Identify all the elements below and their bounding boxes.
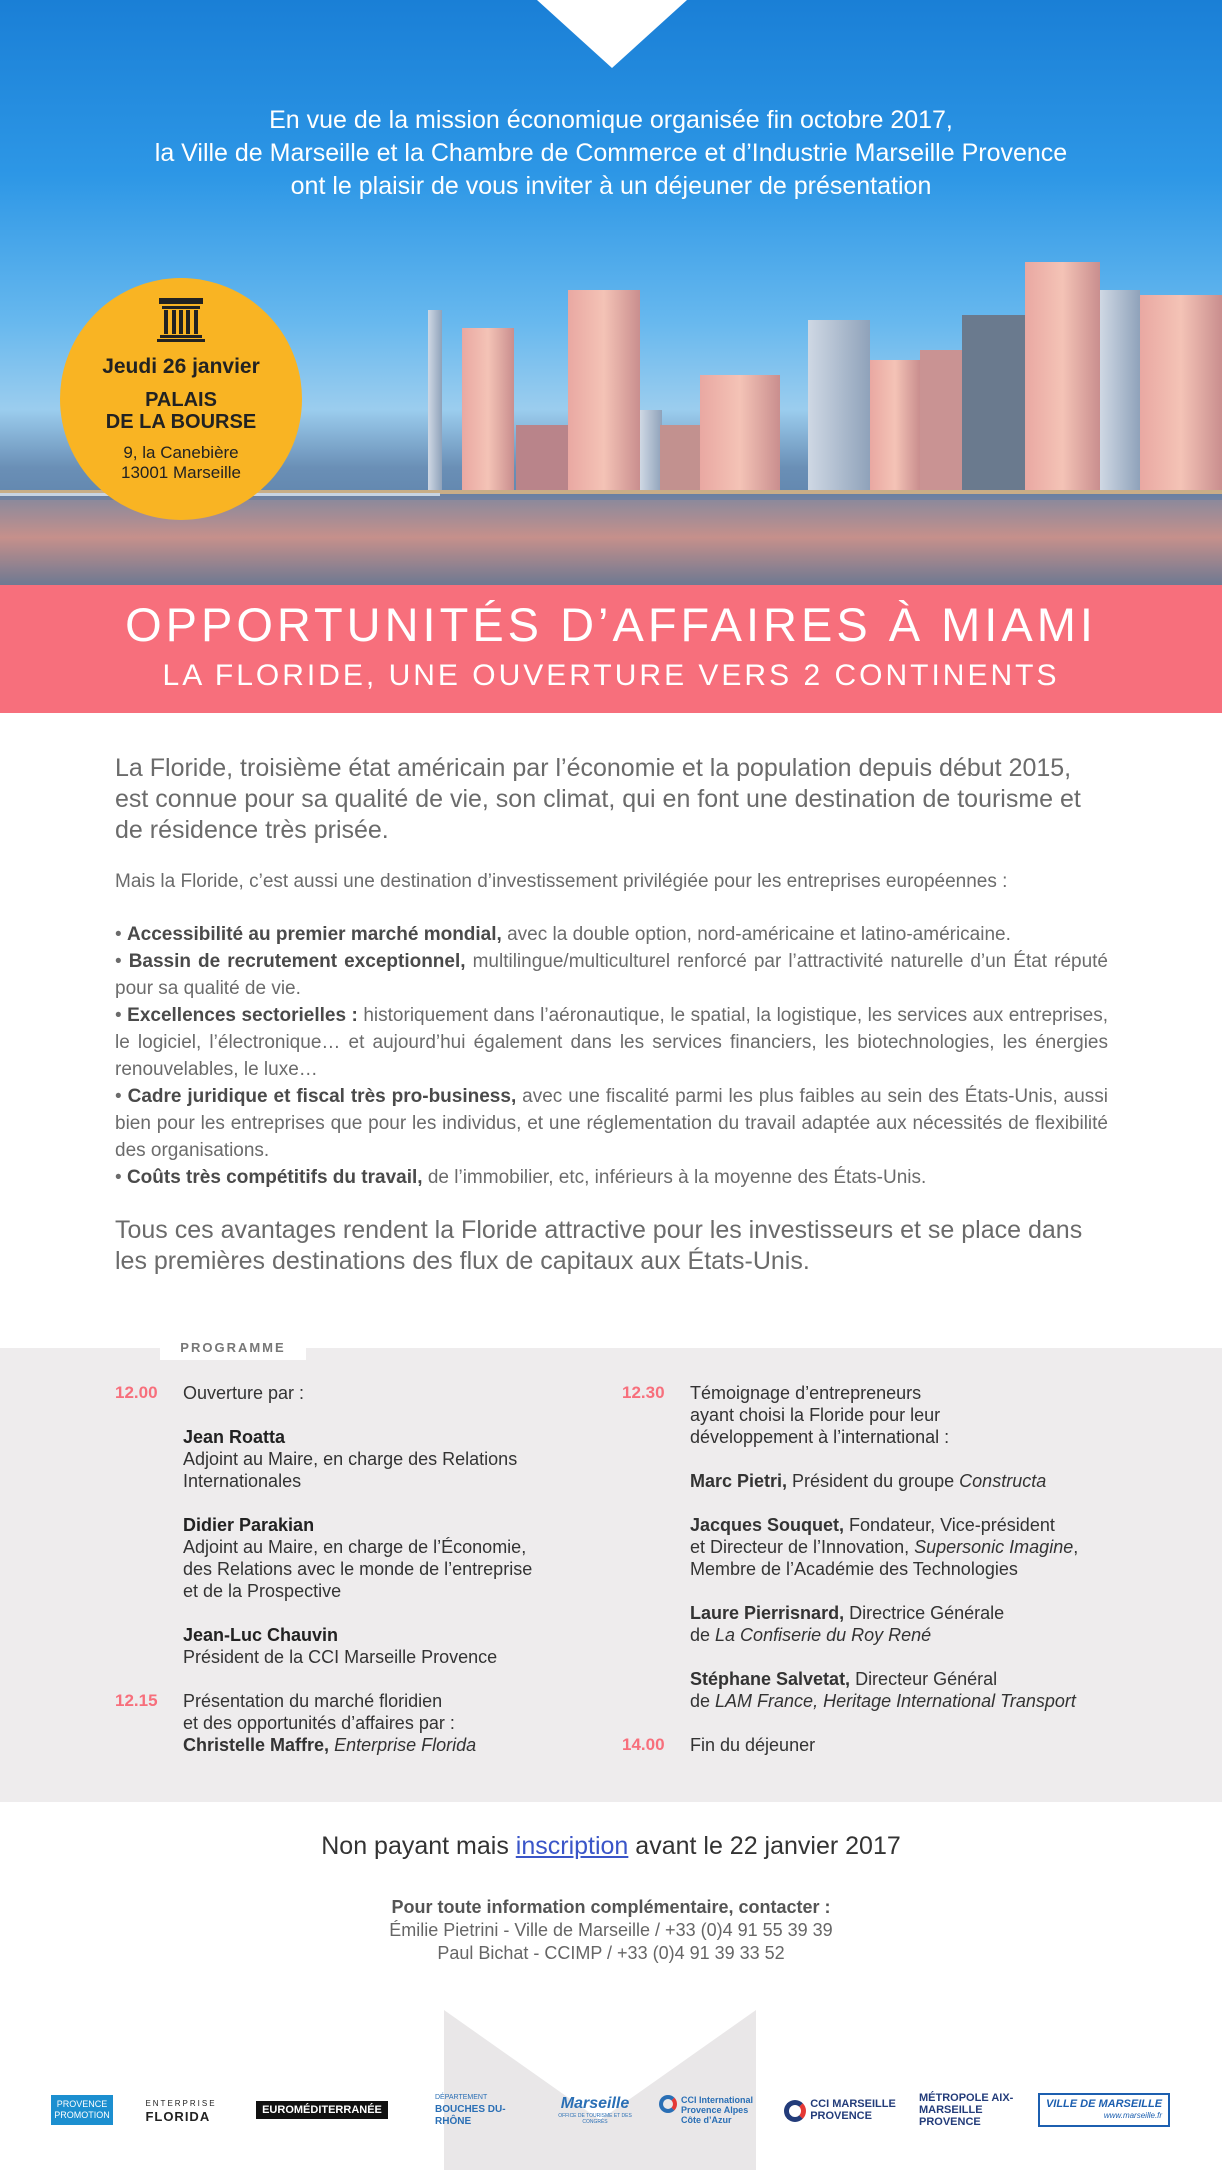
speaker-role: Internationales bbox=[183, 1471, 302, 1491]
slot-text: développement à l’international : bbox=[690, 1427, 950, 1447]
speaker-org: Constructa bbox=[959, 1471, 1047, 1491]
main-title: OPPORTUNITÉS D’AFFAIRES À MIAMI bbox=[125, 598, 1097, 651]
venue-line: DE LA BOURSE bbox=[105, 411, 257, 433]
speaker-name: Didier Parakian bbox=[183, 1515, 315, 1535]
main-subtitle: LA FLORIDE, UNE OUVERTURE VERS 2 CONTINENTS bbox=[162, 659, 1060, 692]
advantages-list bbox=[115, 921, 1108, 1191]
slot-text: Fin du déjeuner bbox=[690, 1735, 816, 1755]
speaker-role: et Directeur de l’Innovation, bbox=[690, 1537, 915, 1557]
registration-link[interactable]: inscription bbox=[515, 1832, 629, 1860]
title-banner bbox=[0, 585, 1222, 713]
speaker-line bbox=[690, 1536, 1102, 1558]
investment-intro: Mais la Floride, c’est aussi une destination d’investissement privilégiée pour les entreprises européennes : bbox=[115, 871, 1008, 892]
programme-slot bbox=[622, 1734, 1102, 1756]
metropole-aix-marseille-logo[interactable] bbox=[914, 2085, 1024, 2135]
logo-text: ENTERPRISE bbox=[145, 2099, 217, 2108]
logo-text: EUROMÉDITERRANÉE bbox=[256, 2101, 388, 2119]
speaker-name: Jacques Souquet, bbox=[690, 1515, 845, 1535]
speaker-line bbox=[690, 1624, 1102, 1646]
speaker-role: Président de la CCI Marseille Provence bbox=[183, 1647, 498, 1667]
speaker-line bbox=[690, 1470, 1102, 1492]
logo-text: VILLE DE MARSEILLE bbox=[1045, 2098, 1163, 2110]
event-badge bbox=[60, 278, 302, 520]
programme-slot bbox=[115, 1690, 575, 1756]
item-heading: Coûts très compétitifs du travail, bbox=[126, 1167, 423, 1188]
address-line: 9, la Canebière bbox=[123, 443, 239, 462]
conclusion-paragraph: Tous ces avantages rendent la Floride attractive pour les investisseurs et se place dans les premières destinations des flux de capitaux aux États-Unis. bbox=[115, 1216, 1083, 1275]
partner-logos bbox=[0, 2085, 1222, 2135]
slot-text: Présentation du marché floridien bbox=[183, 1691, 443, 1711]
item-text: avec une fiscalité parmi les plus faibles au sein des États-Unis, aussi bien pour les entreprises que pour les individus, et une réglementation du travail adaptée aux nécessités de flexibilité des organisations. bbox=[115, 1086, 1108, 1161]
speaker-line bbox=[183, 1734, 575, 1756]
list-item: • Excellences sectorielles : historiquement dans l’aéronautique, le spatial, la logistique, les services aux entreprises, le logiciel, l’électronique… et aujourd’hui également dans les services financiers, les biotechnologies, les énergies renouvelables, le luxe… bbox=[115, 1005, 1108, 1080]
marseille-tourisme-logo[interactable] bbox=[555, 2085, 635, 2135]
building-columns-icon bbox=[157, 298, 205, 342]
speaker-role: de bbox=[690, 1691, 716, 1711]
slot-text: et des opportunités d’affaires par : bbox=[183, 1713, 455, 1733]
speaker-line bbox=[690, 1514, 1102, 1536]
item-text: avec la double option, nord-américaine et latino-américaine. bbox=[501, 924, 1011, 945]
slot-time: 12.30 bbox=[622, 1383, 665, 1402]
programme-slot bbox=[622, 1382, 1102, 1712]
contact-info bbox=[0, 1896, 1222, 1965]
cta-text: avant le 22 janvier 2017 bbox=[628, 1832, 901, 1860]
item-text: de l’immobilier, etc, inférieurs à la moyenne des États-Unis. bbox=[422, 1167, 927, 1188]
list-item: • Cadre juridique et fiscal très pro-business, avec une fiscalité parmi les plus faibles au sein des États-Unis, aussi bien pour les entreprises que pour les individus, et une réglementation du travail adaptée aux nécessités de flexibilité des organisations. bbox=[115, 1086, 1108, 1161]
programme-slot bbox=[115, 1382, 575, 1668]
intro-line: la Ville de Marseille et la Chambre de Commerce et d’Industrie Marseille Provence bbox=[154, 139, 1068, 167]
euromediterranee-logo[interactable] bbox=[252, 2085, 392, 2135]
logo-text: DÉPARTEMENT bbox=[435, 2094, 488, 2101]
contact-line: Paul Bichat - CCIMP / +33 (0)4 91 39 33 52 bbox=[437, 1943, 785, 1963]
speaker-line bbox=[690, 1668, 1102, 1690]
event-address bbox=[60, 443, 302, 483]
speaker-org: Enterprise Florida bbox=[334, 1735, 477, 1755]
speaker-role: Adjoint au Maire, en charge des Relations bbox=[183, 1449, 518, 1469]
speaker-role: Directeur Général bbox=[850, 1669, 998, 1689]
logo-text: PROVENCE bbox=[919, 2116, 981, 2128]
punctuation: , bbox=[1073, 1537, 1079, 1557]
venue-line: PALAIS bbox=[145, 389, 217, 411]
provence-promotion-logo[interactable] bbox=[52, 2085, 112, 2135]
logo-text: BOUCHES DU-RHÔNE bbox=[435, 2104, 506, 2127]
slot-text: ayant choisi la Floride pour leur bbox=[690, 1405, 941, 1425]
speaker-role: Adjoint au Maire, en charge de l’Économie, bbox=[183, 1537, 527, 1557]
logo-text: PROMOTION bbox=[54, 2110, 110, 2120]
intro-line: ont le plaisir de vous inviter à un déjeuner de présentation bbox=[290, 172, 932, 200]
registration-cta bbox=[0, 1832, 1222, 1861]
list-item: • Coûts très compétitifs du travail, de l’immobilier, etc, inférieurs à la moyenne des États-Unis. bbox=[115, 1167, 927, 1188]
intro-paragraph: La Floride, troisième état américain par l’économie et la population depuis début 2015, est connue pour sa qualité de vie, son climat, qui en font une destination de tourisme et de résidence très prisée. bbox=[115, 754, 1081, 844]
speaker-role: Directrice Générale bbox=[844, 1603, 1005, 1623]
speaker-org: Supersonic Imagine bbox=[914, 1537, 1074, 1557]
cci-marseille-provence-logo[interactable] bbox=[780, 2085, 900, 2135]
ville-de-marseille-logo[interactable] bbox=[1035, 2085, 1173, 2135]
slot-text: Ouverture par : bbox=[183, 1383, 305, 1403]
speaker-role: et de la Prospective bbox=[183, 1581, 342, 1601]
item-heading: Bassin de recrutement exceptionnel, bbox=[128, 951, 466, 972]
speaker-org: LAM France, Heritage International Transport bbox=[715, 1691, 1076, 1711]
programme-left-column bbox=[115, 1382, 575, 1756]
hero-notch bbox=[537, 0, 687, 68]
speaker-role: Membre de l’Académie des Technologies bbox=[690, 1559, 1018, 1579]
slot-time: 14.00 bbox=[622, 1735, 665, 1754]
speaker-line bbox=[690, 1602, 1102, 1624]
speaker-role: Fondateur, Vice-président bbox=[844, 1515, 1055, 1535]
programme-tab: PROGRAMME bbox=[160, 1334, 306, 1360]
slot-time: 12.00 bbox=[115, 1383, 158, 1402]
list-item: • Bassin de recrutement exceptionnel, multilingue/multiculturel renforcé par l’attractivité naturelle d’un État réputé pour sa qualité de vie. bbox=[115, 951, 1108, 999]
enterprise-florida-logo[interactable] bbox=[128, 2085, 234, 2135]
item-text: multilingue/multiculturel renforcé par l’attractivité naturelle d’un État réputé pour sa qualité de vie. bbox=[115, 951, 1108, 999]
speaker-role: Président du groupe bbox=[787, 1471, 960, 1491]
event-date: Jeudi 26 janvier bbox=[102, 355, 260, 378]
item-heading: Cadre juridique et fiscal très pro-business, bbox=[127, 1086, 517, 1107]
speaker-name: Christelle Maffre, bbox=[183, 1735, 330, 1755]
speaker-org: La Confiserie du Roy René bbox=[715, 1625, 932, 1645]
list-item: • Accessibilité au premier marché mondial, avec la double option, nord-américaine et latino-américaine. bbox=[115, 924, 1011, 945]
item-text: historiquement dans l’aéronautique, le spatial, la logistique, les services aux entreprises, le logiciel, l’électronique… et aujourd’hui également dans les services financiers, les biotechnologies, les énergies renouvelables, le luxe… bbox=[115, 1005, 1108, 1080]
bouches-du-rhone-logo[interactable] bbox=[410, 2085, 540, 2135]
speaker-name: Marc Pietri, bbox=[690, 1471, 788, 1491]
logo-text: MÉTROPOLE AIX-MARSEILLE bbox=[919, 2092, 1014, 2116]
item-heading: Excellences sectorielles : bbox=[127, 1005, 358, 1026]
logo-text: CCI International bbox=[681, 2095, 754, 2105]
logo-text: FLORIDA bbox=[145, 2109, 211, 2124]
cci-international-logo[interactable] bbox=[650, 2085, 766, 2135]
logo-text: Marseille bbox=[560, 2095, 630, 2112]
logo-text: PROVENCE bbox=[810, 2110, 872, 2122]
slot-time: 12.15 bbox=[115, 1691, 158, 1710]
programme-right-column bbox=[622, 1382, 1102, 1756]
speaker-name: Jean Roatta bbox=[183, 1427, 286, 1447]
speaker-name: Stéphane Salvetat, bbox=[690, 1669, 851, 1689]
logo-text: OFFICE DE TOURISME ET DES CONGRÈS bbox=[558, 2113, 632, 2125]
logo-text: PROVENCE bbox=[56, 2099, 108, 2109]
item-heading: Accessibilité au premier marché mondial, bbox=[126, 924, 502, 945]
intro-line: En vue de la mission économique organisée fin octobre 2017, bbox=[269, 106, 953, 134]
event-venue bbox=[60, 389, 302, 433]
contact-line: Émilie Pietrini - Ville de Marseille / +33 (0)4 91 55 39 39 bbox=[389, 1920, 833, 1940]
cta-text: Non payant mais bbox=[321, 1832, 516, 1860]
contact-heading: Pour toute information complémentaire, contacter : bbox=[391, 1897, 831, 1917]
logo-text: www.marseille.fr bbox=[1103, 2111, 1163, 2120]
invitation-intro bbox=[100, 104, 1122, 203]
logo-text: Provence Alpes Côte d’Azur bbox=[681, 2105, 749, 2125]
slot-text: Témoignage d’entrepreneurs bbox=[690, 1383, 922, 1403]
address-line: 13001 Marseille bbox=[120, 463, 241, 482]
speaker-line bbox=[690, 1690, 1102, 1712]
logo-text: CCI MARSEILLE bbox=[810, 2098, 896, 2110]
hero-image bbox=[0, 0, 1222, 585]
speaker-role: de bbox=[690, 1625, 716, 1645]
speaker-role: des Relations avec le monde de l’entreprise bbox=[183, 1559, 533, 1579]
speaker-name: Jean-Luc Chauvin bbox=[183, 1625, 339, 1645]
speaker-name: Laure Pierrisnard, bbox=[690, 1603, 845, 1623]
